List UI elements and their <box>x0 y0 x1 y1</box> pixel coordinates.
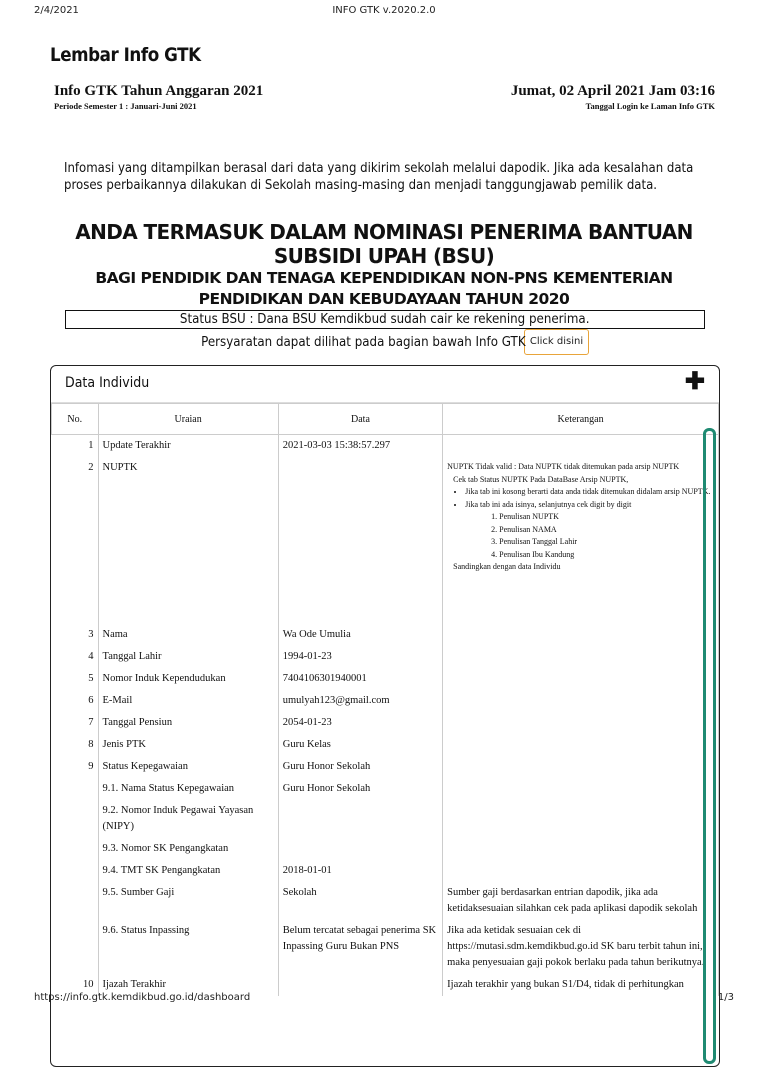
row-no: 5 <box>52 668 99 690</box>
row-uraian: Status Kepegawaian <box>98 756 278 778</box>
row-uraian: Tanggal Lahir <box>98 646 278 668</box>
notice-text: Infomasi yang ditampilkan berasal dari data yang dikirim sekolah melalui dapodik. Jika ada kesalahan data proses perbaikannya dilakukan di Sekolah masing-masing dan menjadi tanggungjawab pemilik data. <box>64 160 694 193</box>
row-data: 2018-01-01 <box>278 860 442 882</box>
print-page: 1/3 <box>717 992 734 1003</box>
row-uraian: E-Mail <box>98 690 278 712</box>
syarat-text: Persyaratan dapat dilihat pada bagian bawah Info GTK <box>200 334 526 350</box>
row-data <box>278 457 442 624</box>
row-no: 3 <box>52 624 99 646</box>
login-datetime: Jumat, 02 April 2021 Jam 03:16 <box>510 83 715 99</box>
print-header <box>0 5 768 19</box>
row-uraian: Ijazah Terakhir <box>98 974 278 996</box>
table-row <box>52 800 719 838</box>
data-individu-table <box>51 403 719 996</box>
row-data: 2021-03-03 15:38:57.297 <box>278 435 442 458</box>
row-keterangan <box>443 690 719 712</box>
row-data: 2054-01-23 <box>278 712 442 734</box>
row-data <box>278 838 442 860</box>
row-keterangan <box>443 712 719 734</box>
row-uraian: 9.2. Nomor Induk Pegawai Yayasan (NIPY) <box>98 800 278 838</box>
row-no: 1 <box>52 435 99 458</box>
row-uraian: 9.3. Nomor SK Pengangkatan <box>98 838 278 860</box>
nuptk-keterangan <box>443 457 719 624</box>
row-no <box>52 920 99 974</box>
print-footer <box>0 992 768 1006</box>
status-bsu-box <box>65 310 705 329</box>
row-keterangan <box>443 624 719 646</box>
table-row <box>52 734 719 756</box>
info-title: Info GTK Tahun Anggaran 2021 <box>54 83 264 99</box>
table-row <box>52 882 719 920</box>
table-row <box>52 624 719 646</box>
row-uraian: Nama <box>98 624 278 646</box>
bsu-headline: ANDA TERMASUK DALAM NOMINASI PENERIMA BANTUAN SUBSIDI UPAH (BSU) <box>75 220 693 268</box>
row-no: 6 <box>52 690 99 712</box>
row-keterangan <box>443 778 719 800</box>
card-header <box>51 366 719 403</box>
row-no: 2 <box>52 457 99 624</box>
nuptk-note-step: 2. Penulisan NAMA <box>499 524 714 537</box>
row-data: Guru Kelas <box>278 734 442 756</box>
card-title: Data Individu <box>65 375 150 391</box>
login-label: Tanggal Login ke Laman Info GTK <box>585 101 715 111</box>
row-keterangan <box>443 734 719 756</box>
nuptk-note-line: Sandingkan dengan data Individu <box>453 562 561 571</box>
row-keterangan: Jika ada ketidak sesuaian cek di https://mutasi.sdm.kemdikbud.go.id SK baru terbit tahun ini, maka penyesuaian gaji pokok berlaku pada tahun berikutnya. <box>443 920 719 974</box>
row-uraian: 9.5. Sumber Gaji <box>98 882 278 920</box>
bsu-subheadline: BAGI PENDIDIK DAN TENAGA KEPENDIDIKAN NON-PNS KEMENTERIAN PENDIDIKAN DAN KEBUDAYAAN TAHUN 2020 <box>95 269 673 308</box>
nuptk-note-line: Cek tab Status NUPTK Pada DataBase Arsip NUPTK, <box>453 474 629 484</box>
syarat-line <box>0 329 768 355</box>
row-data: Guru Honor Sekolah <box>278 778 442 800</box>
row-no: 4 <box>52 646 99 668</box>
row-no <box>52 838 99 860</box>
row-keterangan <box>443 860 719 882</box>
row-keterangan <box>443 838 719 860</box>
table-row <box>52 668 719 690</box>
row-uraian: 9.4. TMT SK Pengangkatan <box>98 860 278 882</box>
col-keterangan: Keterangan <box>443 404 719 435</box>
table-row <box>52 712 719 734</box>
row-no <box>52 778 99 800</box>
table-row <box>52 646 719 668</box>
row-no: 10 <box>52 974 99 996</box>
table-row <box>52 778 719 800</box>
row-keterangan <box>443 756 719 778</box>
table-row <box>52 690 719 712</box>
data-individu-card <box>50 365 720 1067</box>
row-uraian: Update Terakhir <box>98 435 278 458</box>
print-title: INFO GTK v.2020.2.0 <box>332 5 436 16</box>
row-no <box>52 800 99 838</box>
nuptk-note-step: 3. Penulisan Tanggal Lahir <box>499 536 714 549</box>
nuptk-note-bullet: • Jika tab ini ada isinya, selanjutnya cek digit by digit <box>465 499 714 512</box>
row-uraian: Tanggal Pensiun <box>98 712 278 734</box>
row-keterangan <box>443 668 719 690</box>
row-data: Guru Honor Sekolah <box>278 756 442 778</box>
row-no <box>52 860 99 882</box>
table-row <box>52 838 719 860</box>
row-data <box>278 800 442 838</box>
row-data: Sekolah <box>278 882 442 920</box>
row-uraian: NUPTK <box>98 457 278 624</box>
table-row <box>52 435 719 458</box>
row-data: 1994-01-23 <box>278 646 442 668</box>
nuptk-note-bullet: • Jika tab ini kosong berarti data anda tidak ditemukan didalam arsip NUPTK. <box>465 486 714 499</box>
col-data: Data <box>278 404 442 435</box>
row-keterangan <box>443 800 719 838</box>
row-uraian: Nomor Induk Kependudukan <box>98 668 278 690</box>
col-uraian: Uraian <box>98 404 278 435</box>
row-data: umulyah123@gmail.com <box>278 690 442 712</box>
row-no <box>52 882 99 920</box>
col-no: No. <box>52 404 99 435</box>
nuptk-note-line: NUPTK Tidak valid : Data NUPTK tidak ditemukan pada arsip NUPTK <box>447 462 680 471</box>
expand-plus-icon[interactable]: ✚ <box>684 368 705 395</box>
row-uraian: Jenis PTK <box>98 734 278 756</box>
page-title: Lembar Info GTK <box>50 44 201 66</box>
row-no: 7 <box>52 712 99 734</box>
table-row <box>52 860 719 882</box>
row-data: Belum tercatat sebagai penerima SK Inpassing Guru Bukan PNS <box>278 920 442 974</box>
table-row <box>52 756 719 778</box>
print-url: https://info.gtk.kemdikbud.go.id/dashboard <box>34 992 251 1003</box>
print-date: 2/4/2021 <box>34 5 79 16</box>
row-no: 8 <box>52 734 99 756</box>
row-data: 7404106301940001 <box>278 668 442 690</box>
periode-label: Periode Semester 1 : Januari-Juni 2021 <box>54 101 197 111</box>
row-uraian: 9.6. Status Inpassing <box>98 920 278 974</box>
row-no: 9 <box>52 756 99 778</box>
row-keterangan <box>443 435 719 458</box>
table-row-nuptk <box>52 457 719 624</box>
row-uraian: 9.1. Nama Status Kepegawaian <box>98 778 278 800</box>
nuptk-note-step: 1. Penulisan NUPTK <box>499 511 714 524</box>
row-keterangan: Sumber gaji berdasarkan entrian dapodik, jika ada ketidaksesuaian silahkan cek pada aplikasi dapodik sekolah <box>443 882 719 920</box>
table-header-row <box>52 404 719 435</box>
scrollbar[interactable] <box>703 428 716 1064</box>
status-bsu-text: Status BSU : Dana BSU Kemdikbud sudah cair ke rekening penerima. <box>180 311 590 327</box>
table-row <box>52 920 719 974</box>
row-keterangan: Ijazah terakhir yang bukan S1/D4, tidak di perhitungkan <box>443 974 719 996</box>
row-keterangan <box>443 646 719 668</box>
click-here-button[interactable]: Click disini <box>524 329 589 355</box>
row-data: Wa Ode Umulia <box>278 624 442 646</box>
nuptk-note-step: 4. Penulisan Ibu Kandung <box>499 549 714 562</box>
